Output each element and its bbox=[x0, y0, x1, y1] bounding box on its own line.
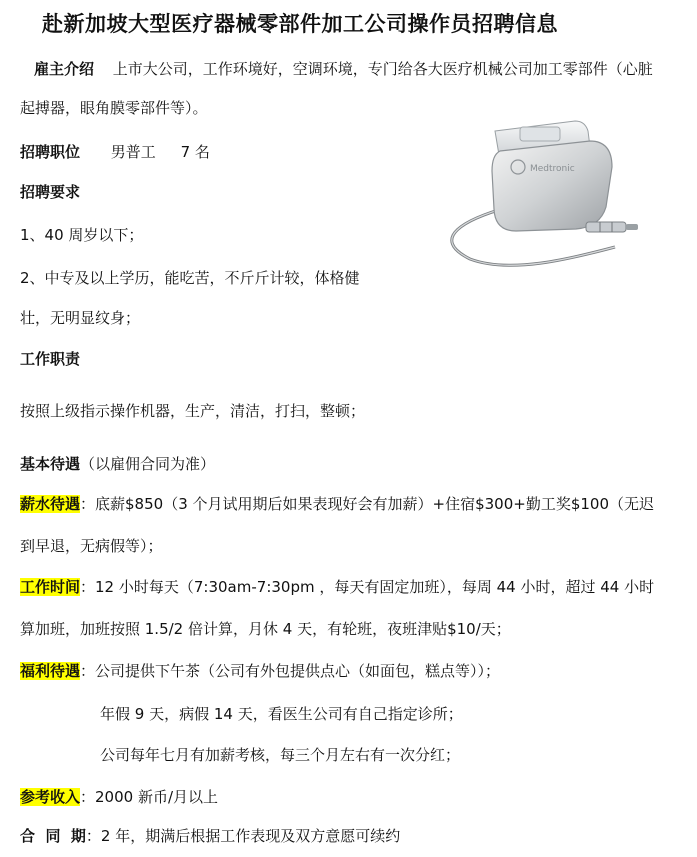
work-hours-text: ：12 小时每天（7:30am-7:30pm ，每天有固定加班），每周 44 小时，超过 44 小时 bbox=[80, 578, 655, 596]
contract-text: ：2 年，期满后根据工作表现及双方意愿可续约 bbox=[85, 827, 401, 845]
benefits-note: （以雇佣合同为准） bbox=[80, 455, 216, 473]
requirement-item-2-cont: 壮，无明显纹身； bbox=[20, 309, 141, 327]
pacemaker-icon bbox=[400, 109, 658, 286]
welfare-label: 福利待遇 bbox=[20, 662, 81, 680]
position-count: 7 名 bbox=[180, 143, 210, 161]
welfare-item-leave: 年假 9 天，病假 14 天，看医生公司有自己指定诊所； bbox=[100, 705, 463, 723]
employer-text-cont: 起搏器，眼角膜零部件等）。 bbox=[20, 99, 208, 117]
work-hours-text-cont: 算加班，加班按照 1.5/2 倍计算，月休 4 天，有轮班，夜班津贴$10/天； bbox=[20, 620, 511, 638]
welfare-text: ：公司提供下午茶（公司有外包提供点心（如面包，糕点等））； bbox=[80, 662, 501, 680]
work-hours-row bbox=[20, 576, 654, 597]
duties-text: 按照上级指示操作机器，生产，清洁，打扫，整顿； bbox=[20, 402, 366, 420]
svg-text:Medtronic: Medtronic bbox=[530, 164, 575, 174]
work-hours-label: 工作时间 bbox=[20, 578, 81, 596]
welfare-item-raise: 公司每年七月有加薪考核，每三个月左右有一次分红； bbox=[100, 746, 461, 764]
employer-label: 雇主介绍 bbox=[34, 60, 95, 78]
salary-text: ：底薪$850（3 个月试用期后如果表现好会有加薪）+住宿$300+勤工奖$100（无迟 bbox=[80, 495, 654, 513]
requirements-label: 招聘要求 bbox=[20, 183, 81, 201]
salary-text-cont: 到早退，无病假等）； bbox=[20, 537, 163, 555]
position-role: 男普工 bbox=[110, 143, 156, 161]
salary-row bbox=[20, 493, 654, 514]
income-row bbox=[20, 786, 218, 807]
benefits-label: 基本待遇 bbox=[20, 455, 81, 473]
income-text: ：2000 新币/月以上 bbox=[80, 788, 219, 806]
pacemaker-photo bbox=[400, 109, 658, 286]
requirement-item-2: 2、中专及以上学历，能吃苦，不斤斤计较，体格健 bbox=[20, 269, 360, 287]
welfare-row bbox=[20, 660, 500, 681]
position-row bbox=[20, 141, 210, 162]
contract-label: 合 同 期 bbox=[20, 827, 86, 845]
contract-row bbox=[20, 825, 400, 846]
position-label: 招聘职位 bbox=[20, 143, 81, 161]
employer-text: 上市大公司，工作环境好，空调环境，专门给各大医疗机械公司加工零部件（心脏 bbox=[112, 60, 653, 78]
benefits-header bbox=[20, 453, 215, 474]
salary-label: 薪水待遇 bbox=[20, 495, 81, 513]
income-label: 参考收入 bbox=[20, 788, 81, 806]
duties-label: 工作职责 bbox=[20, 350, 81, 368]
page-title: 赴新加坡大型医疗器械零部件加工公司操作员招聘信息 bbox=[42, 12, 558, 36]
employer-intro bbox=[34, 58, 653, 79]
requirement-item-1: 1、40 周岁以下； bbox=[20, 226, 144, 244]
